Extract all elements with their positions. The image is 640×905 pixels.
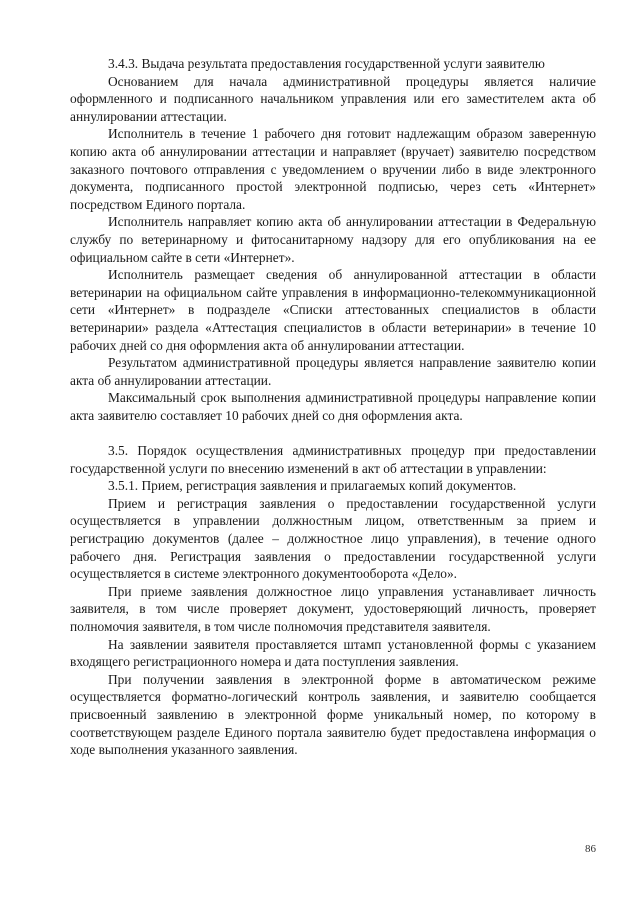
paragraph: Результатом административной процедуры является направление заявителю копии акта об аннулировании аттестации.: [70, 355, 596, 388]
paragraph: Прием и регистрация заявления о предоставлении государственной услуги осуществляется в управлении должностным лицом, ответственным за прием и регистрацию документов (далее – должностное лицо управления), в течение одного рабочего дня. Регистрация заявления о предоставлении государственной услуги осуществляется в системе электронного документооборота «Дело».: [70, 495, 596, 582]
paragraph: Исполнитель размещает сведения об аннулированной аттестации в области ветеринарии на официальном сайте управления в информационно-телекоммуникационной сети «Интернет» в подразделе «Списки аттестованных специалистов в области ветеринарии» раздела «Аттестация специалистов в области ветеринарии» в течение 10 рабочих дней со дня оформления акта об аннулировании аттестации.: [70, 267, 596, 353]
page-number: 86: [585, 843, 596, 855]
section-heading-3-4-3: 3.4.3. Выдача результата предоставления государственной услуги заявителю: [108, 56, 545, 71]
paragraph: Основанием для начала административной процедуры является наличие оформленного и подписанного начальником управления или его заместителем акта об аннулировании аттестации.: [70, 73, 596, 124]
paragraph: На заявлении заявителя проставляется штамп установленной формы с указанием входящего регистрационного номера и дата поступления заявления.: [70, 636, 596, 670]
subsection-heading-3-5-1: 3.5.1. Прием, регистрация заявления и прилагаемых копий документов.: [108, 478, 517, 494]
paragraph: При получении заявления в электронной форме в автоматическом режиме осуществляется форматно-логический контроль заявления, и заявителю сообщается присвоенный заявлению в электронной форме уникальный номер, по которому в соответствующем разделе Единого портала заявителю будет предоставлена информация о ходе выполнения указанного заявления.: [70, 671, 596, 758]
paragraph: Исполнитель направляет копию акта об аннулировании аттестации в Федеральную службу по ветеринарному и фитосанитарному надзору для его опубликования на ее официальном сайте в сети «Интернет».: [70, 214, 596, 265]
document-body: [70, 55, 596, 759]
paragraph: Максимальный срок выполнения административной процедуры направление копии акта заявителю составляет 10 рабочих дней со дня оформления акта.: [70, 390, 596, 423]
paragraph: При приеме заявления должностное лицо управления устанавливает личность заявителя, в том числе проверяет документ, удостоверяющий личность, проверяет полномочия заявителя, в том числе полномочия представителя заявителя.: [70, 583, 596, 634]
section-heading-3-5: 3.5. Порядок осуществления административных процедур при предоставлении государственной услуги по внесению изменений в акт об аттестации в управлении:: [70, 443, 596, 476]
paragraph: Исполнитель в течение 1 рабочего дня готовит надлежащим образом заверенную копию акта об аннулировании аттестации и направляет (вручает) заявителю посредством заказного почтового отправления с уведомлением о вручении либо в виде электронного документа, подписанного простой электронной подписью, через сеть «Интернет» посредством Единого портала.: [70, 126, 596, 212]
